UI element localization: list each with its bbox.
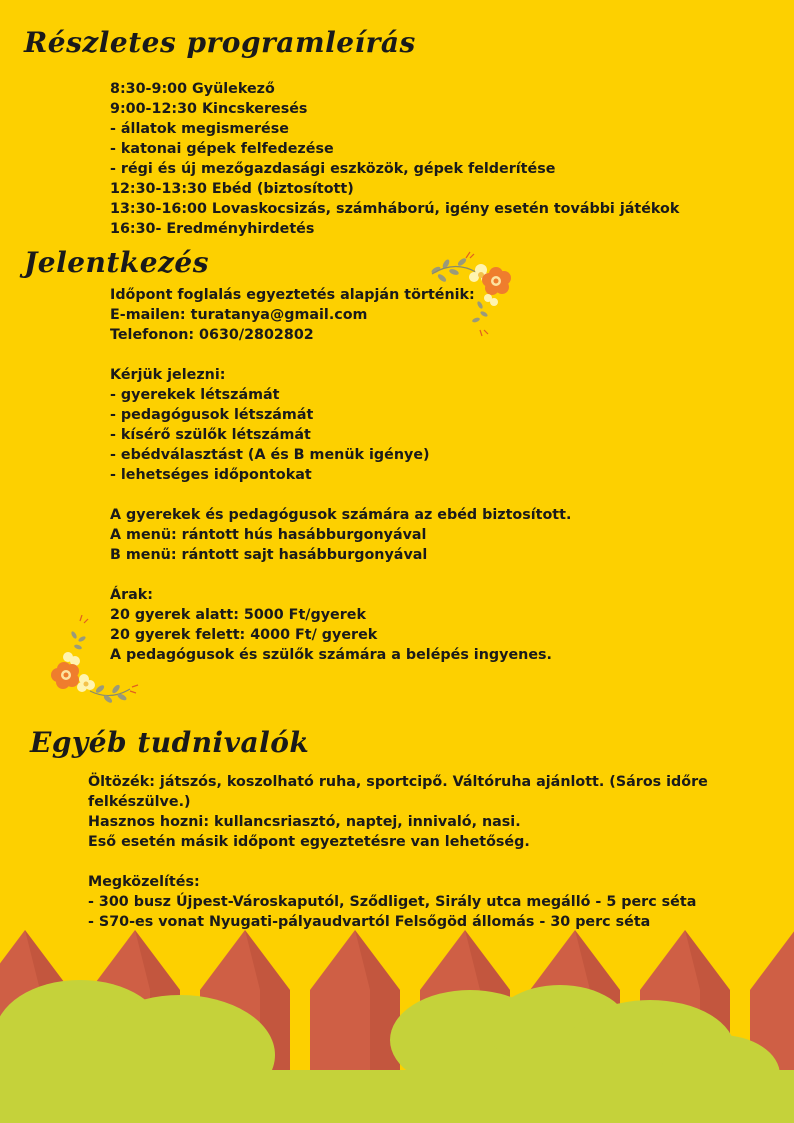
registration-line: Kérjük jelezni: bbox=[110, 367, 226, 383]
menu-line: B menü: rántott sajt hasábburgonyával bbox=[110, 547, 428, 563]
program-line: - állatok megismerése bbox=[110, 121, 289, 137]
registration-line: Időpont foglalás egyeztetés alapján történik: bbox=[110, 287, 475, 303]
program-line: - katonai gépek felfedezése bbox=[110, 141, 334, 157]
menu-line: A menü: rántott hús hasábburgonyával bbox=[110, 527, 427, 543]
info-line: Megközelítés: bbox=[88, 874, 200, 890]
program-line: 8:30-9:00 Gyülekező bbox=[110, 81, 275, 97]
info-line: - 300 busz Újpest-Városkaputól, Sződliget, Sirály utca megálló - 5 perc séta bbox=[88, 894, 697, 910]
info-line: Öltözék: játszós, koszolható ruha, sportcipő. Váltóruha ajánlott. (Sáros időre felkészülve.) bbox=[88, 774, 708, 810]
fence-illustration bbox=[0, 920, 794, 1123]
flower-cluster-icon bbox=[424, 250, 524, 345]
program-title: Részletes programleírás bbox=[24, 26, 416, 59]
registration-phone: Telefonon: 0630/2802802 bbox=[110, 327, 314, 343]
program-line: - régi és új mezőgazdasági eszközök, gépek felderítése bbox=[110, 161, 556, 177]
registration-line: - kísérő szülők létszámát bbox=[110, 427, 311, 443]
blank-line bbox=[88, 852, 708, 872]
blank-line bbox=[110, 345, 571, 365]
program-line: 9:00-12:30 Kincskeresés bbox=[110, 101, 308, 117]
other-info-title: Egyéb tudnivalók bbox=[30, 726, 310, 759]
other-info-details bbox=[88, 772, 708, 932]
blank-line bbox=[110, 485, 571, 505]
registration-line: - gyerekek létszámát bbox=[110, 387, 280, 403]
registration-line: - ebédválasztást (A és B menük igénye) bbox=[110, 447, 430, 463]
program-line: 12:30-13:30 Ebéd (biztosított) bbox=[110, 181, 354, 197]
program-line: 16:30- Eredményhirdetés bbox=[110, 221, 315, 237]
price-line: A pedagógusok és szülők számára a belépés ingyenes. bbox=[110, 647, 552, 663]
program-schedule bbox=[110, 79, 679, 239]
registration-email: E-mailen: turatanya@gmail.com bbox=[110, 307, 368, 323]
registration-title: Jelentkezés bbox=[24, 246, 209, 279]
menu-line: A gyerekek és pedagógusok számára az ebéd biztosított. bbox=[110, 507, 572, 523]
info-line: Hasznos hozni: kullancsriasztó, naptej, innivaló, nasi. bbox=[88, 814, 521, 830]
price-line: 20 gyerek alatt: 5000 Ft/gyerek bbox=[110, 607, 367, 623]
flower-cluster-icon bbox=[50, 615, 145, 710]
registration-line: - pedagógusok létszámát bbox=[110, 407, 314, 423]
price-line: 20 gyerek felett: 4000 Ft/ gyerek bbox=[110, 627, 378, 643]
blank-line bbox=[110, 565, 571, 585]
registration-line: - lehetséges időpontokat bbox=[110, 467, 312, 483]
price-line: Árak: bbox=[110, 587, 153, 603]
info-line: Eső esetén másik időpont egyeztetésre van lehetőség. bbox=[88, 834, 530, 850]
program-line: 13:30-16:00 Lovaskocsizás, számháború, igény esetén további játékok bbox=[110, 201, 680, 217]
info-line: - S70-es vonat Nyugati-pályaudvartól Felsőgöd állomás - 30 perc séta bbox=[88, 914, 651, 930]
